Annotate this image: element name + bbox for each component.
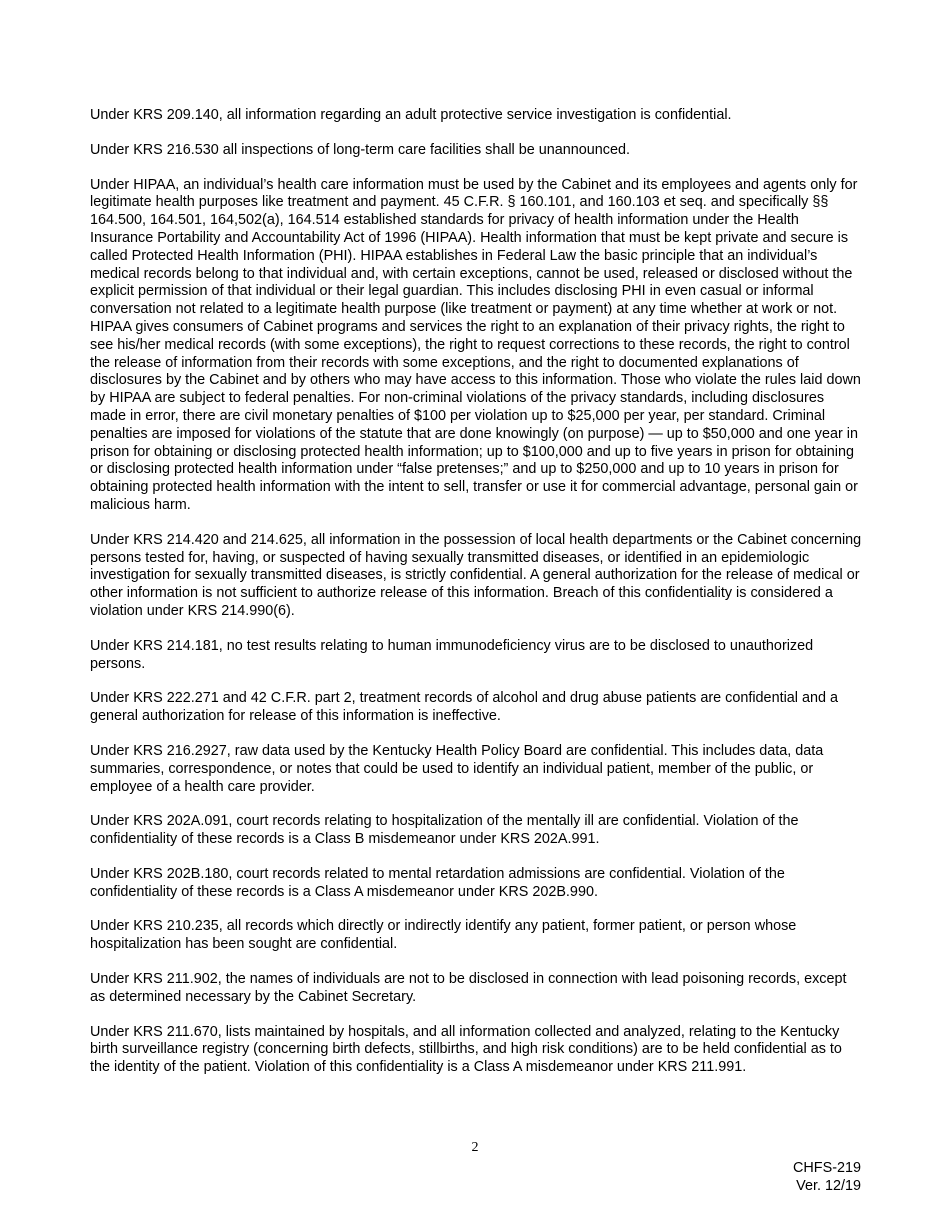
paragraph-krs-211-902: Under KRS 211.902, the names of individuals are not to be disclosed in connection with lead poisoning records, except as determined necessary by the Cabinet Secretary. xyxy=(90,971,847,1005)
paragraph-krs-216-2927: Under KRS 216.2927, raw data used by the Kentucky Health Policy Board are confidential. This includes data, data summaries, correspondence, or notes that could be used to identify an individual patient, member of the public, or employee of a health care provider. xyxy=(90,742,824,795)
document-body xyxy=(90,107,862,1094)
paragraph-krs-216-530: Under KRS 216.530 all inspections of long-term care facilities shall be unannounced. xyxy=(90,141,630,158)
paragraph-krs-202b-180: Under KRS 202B.180, court records related to mental retardation admissions are confidential. Violation of the confidentiality of these records is a Class A misdemeanor under KRS 202B.990. xyxy=(90,865,785,900)
form-version: Ver. 12/19 xyxy=(796,1177,861,1194)
paragraph-krs-209-140: Under KRS 209.140, all information regarding an adult protective service investigation is confidential. xyxy=(90,107,732,123)
paragraph-krs-202a-091: Under KRS 202A.091, court records relating to hospitalization of the mentally ill are confidential. Violation of the confidentiality of these records is a Class B misdemeanor under KRS 202A.991. xyxy=(90,813,799,848)
paragraph-krs-214-181: Under KRS 214.181, no test results relating to human immunodeficiency virus are to be disclosed to unauthorized persons. xyxy=(90,637,814,672)
paragraph-hipaa: Under HIPAA, an individual’s health care information must be used by the Cabinet and its employees and agents only for legitimate health purposes like treatment and payment. 45 C.F.R. § 160.101, and 160.103 et seq. and specifically §§ 164.500, 164.501, 164,502(a), 164.514 established standards for privacy of health information under the Health Insurance Portability and Accountability Act of 1996 (HIPAA). Health information that must be kept private and secure is called Protected Health Information (PHI). HIPAA establishes in Federal Law the basic principle that an individual’s medical records belong to that individual and, with certain exceptions, cannot be used, released or disclosed without the explicit permission of that individual or their legal guardian. This includes disclosing PHI in even casual or informal conversation not related to a legitimate health purpose (like treatment or payment) at any time whether at work or not. HIPAA gives consumers of Cabinet programs and services the right to an explanation of their privacy rights, the right to see his/her medical records (with some exceptions), the right to request corrections to these records, the right to control the release of information from their records with some exceptions, and the right to documented explanations of disclosures by the Cabinet and by others who may have access to this information. Those who violate the rules laid down by HIPAA are subject to federal penalties. For non-criminal violations of the privacy standards, including disclosures made in error, there are civil monetary penalties of $100 per violation up to $25,000 per year, per standard. Criminal penalties are imposed for violations of the statute that are done knowingly (on purpose) — up to $50,000 and one year in prison for obtaining or disclosing protected health information; up to $100,000 and up to five years in prison for obtaining or disclosing protected health information under “false pretenses;” and up to $250,000 and up to 10 years in prison for obtaining protected health information with the intent to sell, transfer or use it for commercial advantage, personal gain or malicious harm. xyxy=(90,176,861,513)
paragraph-krs-214-420: Under KRS 214.420 and 214.625, all information in the possession of local health departments or the Cabinet concerning persons tested for, having, or suspected of having sexually transmitted diseases, or identified in an epidemiologic investigation for sexually transmitted diseases, is strictly confidential. A general authorization for the release of medical or other information is not sufficient to authorize release of this information. Breach of this confidentiality is considered a violation under KRS 214.990(6). xyxy=(90,531,862,619)
form-number: CHFS-219 xyxy=(793,1160,861,1176)
paragraph-krs-222-271: Under KRS 222.271 and 42 C.F.R. part 2, treatment records of alcohol and drug abuse patients are confidential and a general authorization for release of this information is ineffective. xyxy=(90,690,838,725)
paragraph-krs-210-235: Under KRS 210.235, all records which directly or indirectly identify any patient, former patient, or person whose hospitalization has been sought are confidential. xyxy=(90,918,797,953)
paragraph-krs-211-670: Under KRS 211.670, lists maintained by hospitals, and all information collected and analyzed, relating to the Kentucky birth surveillance registry (concerning birth defects, stillbirths, and high risk conditions) are to be held confidential as to the identity of the patient. Violation of this confidentiality is a Class A misdemeanor under KRS 211.991. xyxy=(90,1023,842,1076)
form-identifier xyxy=(793,1160,861,1196)
page-number: 2 xyxy=(471,1140,479,1155)
